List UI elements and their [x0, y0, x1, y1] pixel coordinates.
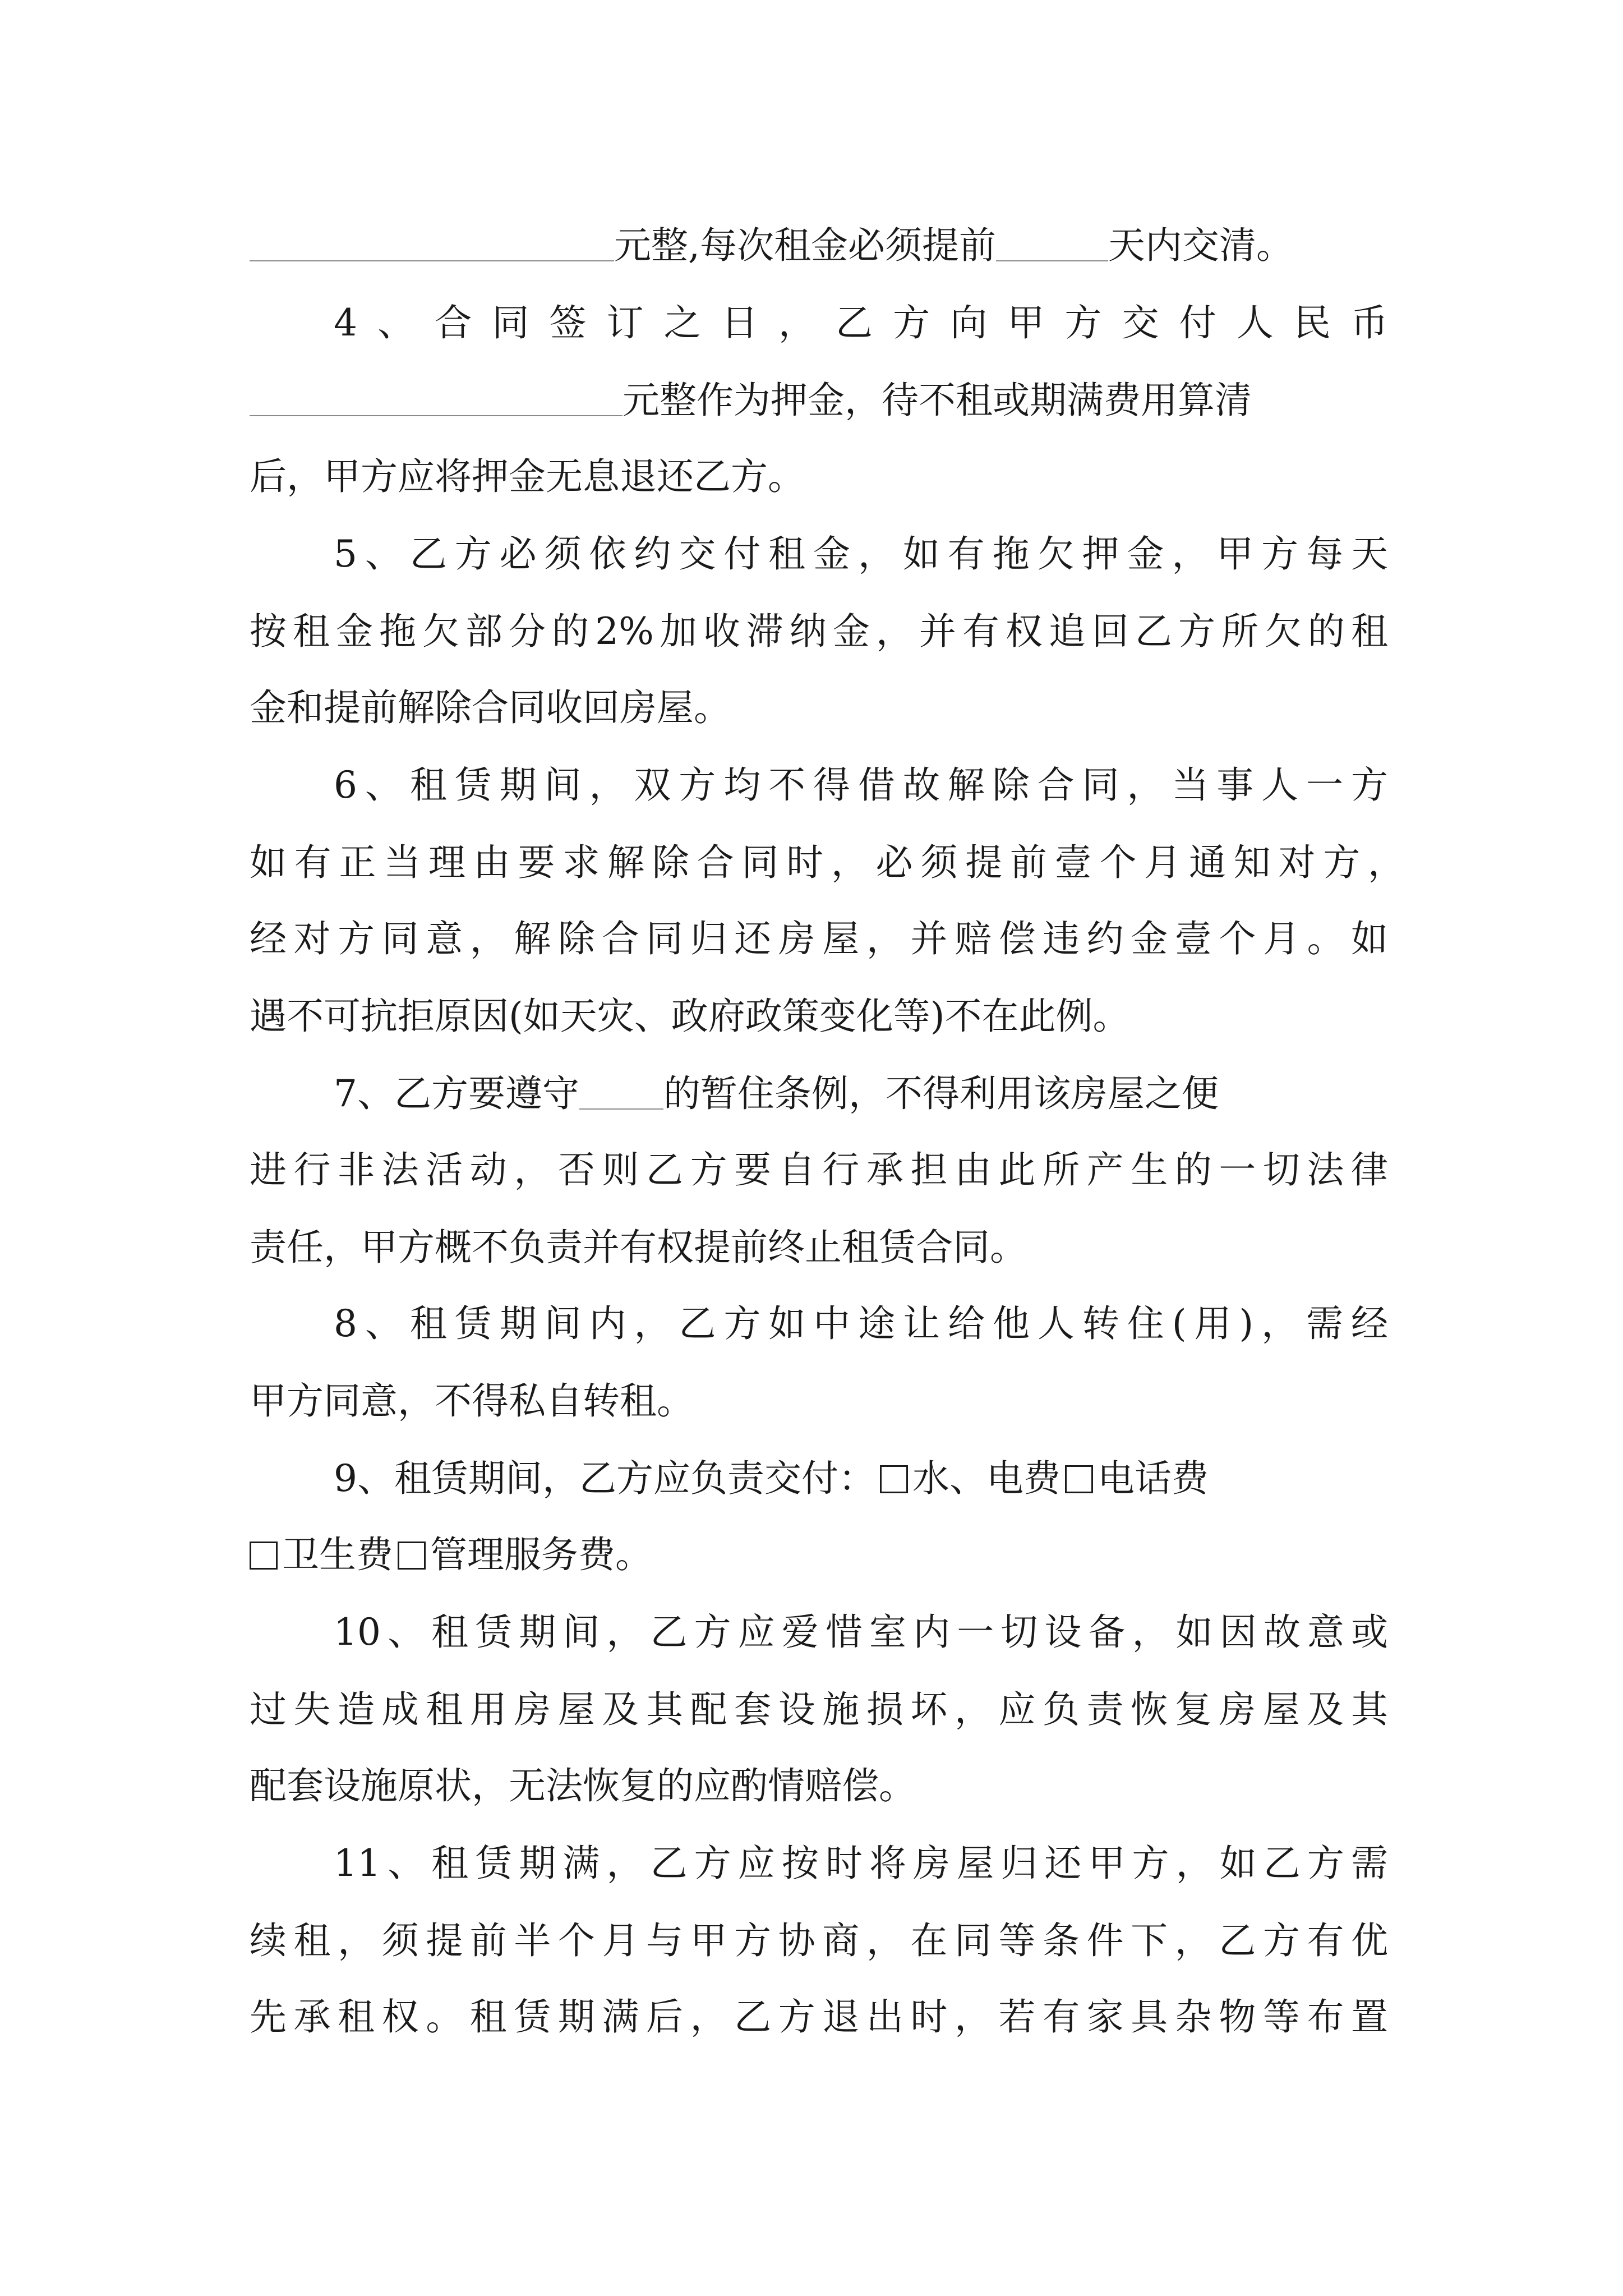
- fill-blank: [250, 227, 614, 261]
- clause-5-line: 5、乙方必须依约交付租金，如有拖欠押金，甲方每天: [334, 532, 1388, 576]
- text-line-checkboxes: 卫生费 管理服务费。: [250, 1521, 1388, 1589]
- text-line: 过失造成租用房屋及其配套设施损坏，应负责恢复房屋及其: [250, 1688, 1388, 1731]
- text-line: 续租，须提前半个月与甲方协商，在同等条件下，乙方有优: [250, 1919, 1388, 1962]
- text-line: 先承租权。租赁期满后，乙方退出时，若有家具杂物等布置: [250, 1995, 1388, 2039]
- checkbox[interactable]: [880, 1465, 908, 1493]
- fill-blank: [579, 1075, 663, 1110]
- fill-blank: [996, 227, 1108, 261]
- text-line: 经对方同意，解除合同归还房屋，并赔偿违约金壹个月。如: [250, 917, 1388, 960]
- text-line: 金和提前解除合同收回房屋。: [250, 686, 731, 729]
- checkbox[interactable]: [1065, 1465, 1093, 1493]
- clause-9-line: 9、租赁期间，乙方应负责交付： 水、电费 电话费: [334, 1457, 1209, 1500]
- clause-6-line: 6、租赁期间，双方均不得借故解除合同，当事人一方: [334, 763, 1388, 807]
- text-line: 甲方同意，不得私自转租。: [250, 1379, 694, 1423]
- text-line: 按租金拖欠部分的2%加收滞纳金，并有权追回乙方所欠的租: [250, 610, 1388, 653]
- text-line: 后，甲方应将押金无息退还乙方。: [250, 455, 805, 498]
- clause-8-line: 8、租赁期间内，乙方如中途让给他人转住(用)，需经: [334, 1302, 1388, 1345]
- checkbox[interactable]: [398, 1542, 426, 1570]
- fill-blank: [250, 381, 623, 416]
- text-line-rent-payment: 元整,每次租金必须提前 天内交清。: [250, 212, 1388, 279]
- text-line: 配套设施原状，无法恢复的应酌情赔偿。: [250, 1764, 916, 1807]
- text-line: 进行非法活动，否则乙方要自行承担由此所产生的一切法律: [250, 1148, 1388, 1191]
- checkbox[interactable]: [250, 1542, 278, 1570]
- clause-10-line: 10、租赁期间，乙方应爱惜室内一切设备，如因故意或: [334, 1611, 1388, 1654]
- clause-4-line: 4、合同签订之日，乙方向甲方交付人民币: [334, 301, 1388, 344]
- text-line-deposit: 元整作为押金，待不租或期满费用算清: [250, 367, 1388, 434]
- clause-11-line: 11、租赁期满，乙方应按时将房屋归还甲方，如乙方需: [334, 1842, 1388, 1885]
- text-line: 责任，甲方概不负责并有权提前终止租赁合同。: [250, 1226, 1027, 1269]
- text-line: 遇不可抗拒原因(如天灾、政府政策变化等)不在此例。: [250, 995, 1130, 1038]
- text-line: 如有正当理由要求解除合同时，必须提前壹个月通知对方，: [250, 841, 1405, 884]
- clause-7-line: 7、乙方要遵守 的暂住条例，不得利用该房屋之便: [334, 1072, 1219, 1115]
